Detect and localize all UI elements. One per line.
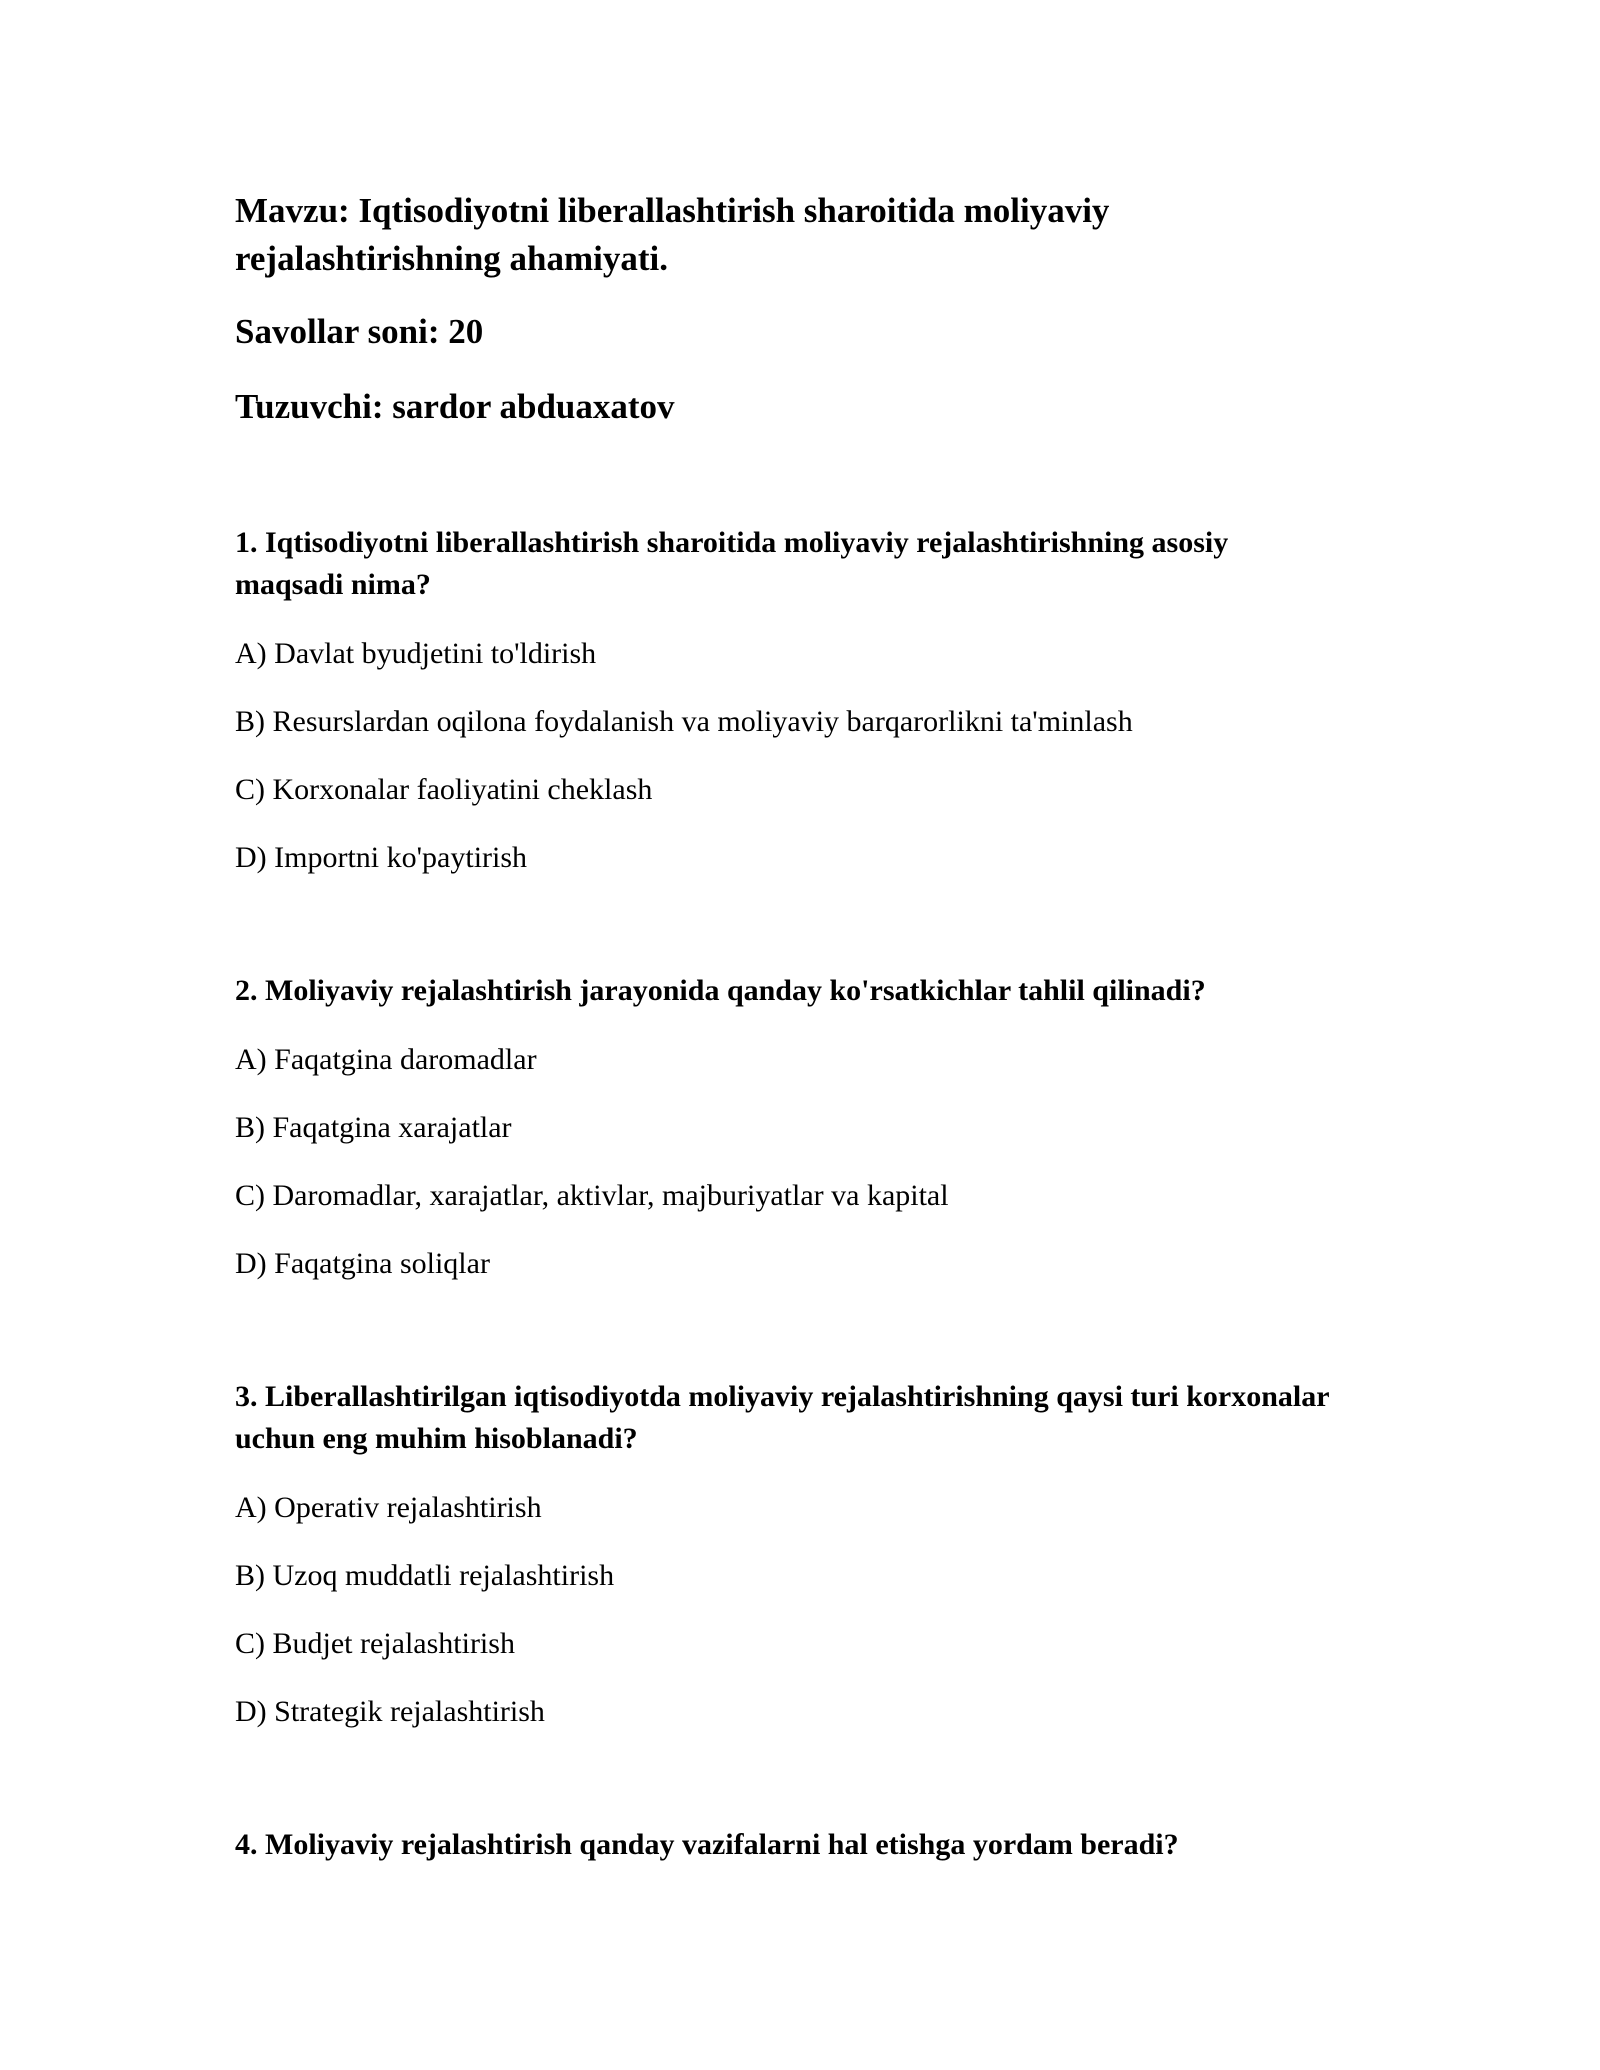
- question-2: 2. Moliyaviy rejalashtirish jarayonida qanday ko'rsatkichlar tahlil qilinadi?: [235, 974, 1206, 1007]
- question-3-option-c: C) Budjet rejalashtirish: [235, 1627, 515, 1660]
- question-1: 1. Iqtisodiyotni liberallashtirish sharoitida moliyaviy rejalashtirishning asosiy maqsadi nima?: [235, 526, 1229, 601]
- question-3-option-d: D) Strategik rejalashtirish: [235, 1695, 545, 1728]
- question-2-option-d: D) Faqatgina soliqlar: [235, 1247, 490, 1280]
- question-3-option-a: A) Operativ rejalashtirish: [235, 1491, 542, 1524]
- topic-title-line-1: Mavzu: Iqtisodiyotni liberallashtirish sharoitida moliyaviy: [235, 191, 1110, 230]
- question-2-option-b: B) Faqatgina xarajatlar: [235, 1111, 512, 1144]
- topic-title-line-2: rejalashtirishning ahamiyati.: [235, 239, 669, 278]
- question-4: 4. Moliyaviy rejalashtirish qanday vazifalarni hal etishga yordam beradi?: [235, 1828, 1179, 1861]
- question-1-option-c: C) Korxonalar faoliyatini cheklash: [235, 773, 653, 806]
- question-2-option-c: C) Daromadlar, xarajatlar, aktivlar, majburiyatlar va kapital: [235, 1179, 949, 1212]
- question-2-option-a: A) Faqatgina daromadlar: [235, 1043, 537, 1076]
- question-1-option-d: D) Importni ko'paytirish: [235, 841, 528, 874]
- question-1-option-b: B) Resurslardan oqilona foydalanish va moliyaviy barqarorlikni ta'minlash: [235, 705, 1133, 738]
- question-1-option-a: A) Davlat byudjetini to'ldirish: [235, 637, 597, 670]
- question-3: 3. Liberallashtirilgan iqtisodiyotda moliyaviy rejalashtirishning qaysi turi korxonalar uchun eng muhim hisoblanadi?: [235, 1380, 1330, 1455]
- question-count: Savollar soni: 20: [235, 312, 484, 351]
- question-3-option-b: B) Uzoq muddatli rejalashtirish: [235, 1559, 615, 1592]
- author-line: Tuzuvchi: sardor abduaxatov: [235, 387, 675, 426]
